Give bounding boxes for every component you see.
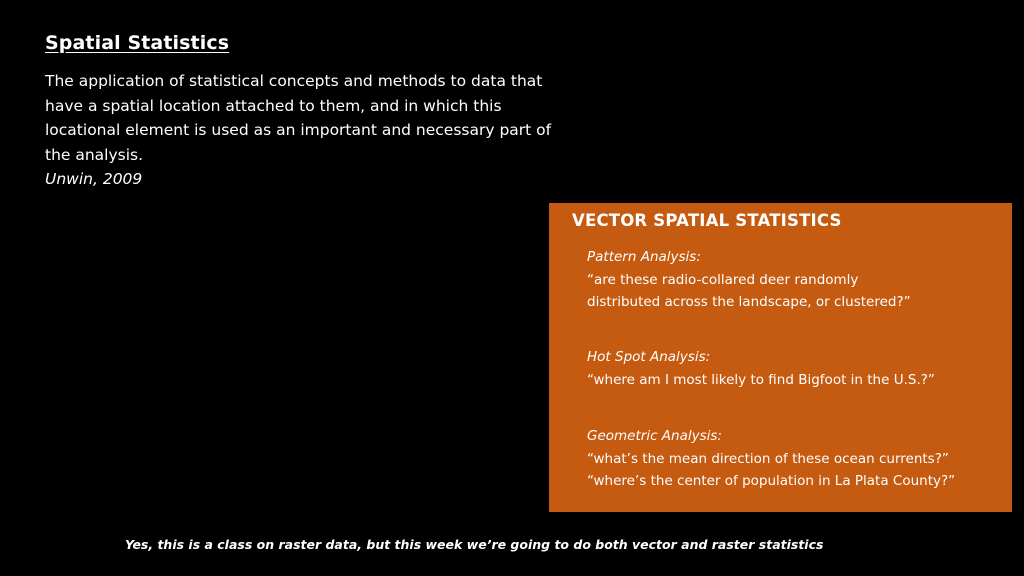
slide-title: Spatial Statistics	[45, 32, 230, 54]
section-heading: Pattern Analysis:	[587, 249, 701, 265]
pattern-analysis-section	[587, 246, 911, 314]
section-line: “where am I most likely to find Bigfoot in the U.S.?”	[587, 371, 935, 388]
section-line: “what’s the mean direction of these ocean currents?”	[587, 450, 949, 467]
section-line: distributed across the landscape, or clustered?”	[587, 294, 911, 310]
vector-statistics-box	[549, 203, 1012, 512]
section-heading: Hot Spot Analysis:	[587, 349, 711, 365]
vector-box-title: VECTOR SPATIAL STATISTICS	[572, 211, 842, 230]
geometric-analysis-section	[587, 425, 955, 493]
section-line: “where’s the center of population in La Plata County?”	[587, 473, 956, 489]
footnote: Yes, this is a class on raster data, but this week we’re going to do both vector and raster statistics	[125, 537, 824, 552]
definition-text: The application of statistical concepts and methods to data that have a spatial location attached to them, and in which this locational element is used as an important and necessary part of the analysis.	[45, 72, 552, 164]
section-line: “are these radio-collared deer randomly	[587, 271, 859, 288]
section-heading: Geometric Analysis:	[587, 428, 722, 444]
hot-spot-analysis-section	[587, 346, 935, 391]
definition-citation: Unwin, 2009	[45, 170, 143, 188]
definition-block	[45, 69, 555, 192]
